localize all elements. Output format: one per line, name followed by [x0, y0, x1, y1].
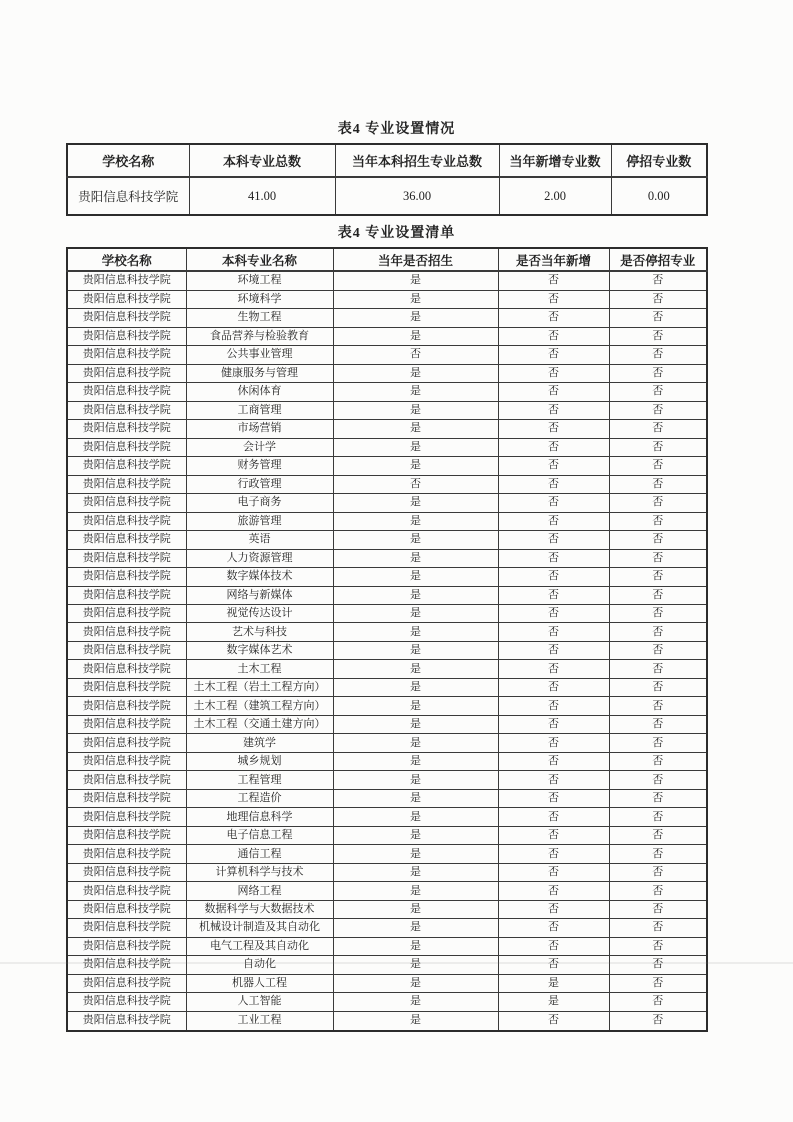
table-row — [67, 882, 707, 900]
table-cell: 否 — [609, 438, 707, 456]
table-cell: 贵阳信息科技学院 — [67, 605, 186, 623]
table-cell: 否 — [498, 290, 609, 308]
table-row — [67, 845, 707, 863]
table-cell: 否 — [609, 586, 707, 604]
table-row — [67, 327, 707, 345]
table-row — [67, 568, 707, 586]
table-cell: 是 — [333, 271, 498, 290]
table-row — [67, 475, 707, 493]
table-cell: 否 — [498, 623, 609, 641]
table-cell: 贵阳信息科技学院 — [67, 531, 186, 549]
table-cell: 否 — [609, 605, 707, 623]
table-row — [67, 808, 707, 826]
table-cell: 土木工程（建筑工程方向） — [186, 697, 333, 715]
table-cell: 是 — [333, 900, 498, 918]
table-row — [67, 531, 707, 549]
table-cell: 生物工程 — [186, 309, 333, 327]
table-cell: 工业工程 — [186, 1011, 333, 1031]
table-cell: 贵阳信息科技学院 — [67, 752, 186, 770]
table-cell: 城乡规划 — [186, 752, 333, 770]
table-cell: 人力资源管理 — [186, 549, 333, 567]
table-cell: 否 — [498, 475, 609, 493]
table-cell: 贵阳信息科技学院 — [67, 346, 186, 364]
table-row — [67, 919, 707, 937]
table-cell: 否 — [609, 475, 707, 493]
table-cell: 否 — [498, 364, 609, 382]
table-cell: 贵阳信息科技学院 — [67, 789, 186, 807]
summary-table-title: 表4 专业设置情况 — [337, 122, 456, 137]
table-cell: 休闲体育 — [186, 383, 333, 401]
table-cell: 财务管理 — [186, 457, 333, 475]
table-cell: 计算机科学与技术 — [186, 863, 333, 881]
table-cell: 否 — [498, 919, 609, 937]
table-cell: 否 — [609, 623, 707, 641]
table-cell: 否 — [498, 605, 609, 623]
table-cell: 否 — [498, 420, 609, 438]
table-cell: 否 — [498, 438, 609, 456]
scan-artifact-line — [0, 962, 793, 964]
table-cell: 会计学 — [186, 438, 333, 456]
table-cell: 否 — [609, 993, 707, 1011]
table-cell: 贵阳信息科技学院 — [67, 974, 186, 992]
table-cell: 否 — [609, 383, 707, 401]
table-row — [67, 660, 707, 678]
table-cell: 贵阳信息科技学院 — [67, 771, 186, 789]
table-cell: 否 — [498, 826, 609, 844]
table-cell: 是 — [333, 789, 498, 807]
header-row — [67, 248, 707, 271]
table-cell: 是 — [333, 457, 498, 475]
table-cell: 否 — [498, 771, 609, 789]
table-cell: 建筑学 — [186, 734, 333, 752]
table-row — [67, 752, 707, 770]
table-cell: 否 — [609, 327, 707, 345]
table-cell: 否 — [609, 549, 707, 567]
table-cell: 机械设计制造及其自动化 — [186, 919, 333, 937]
table-cell: 是 — [333, 383, 498, 401]
table-cell: 否 — [498, 1011, 609, 1031]
table-cell: 地理信息科学 — [186, 808, 333, 826]
table-cell: 土木工程 — [186, 660, 333, 678]
table-cell: 是 — [333, 549, 498, 567]
table-cell: 否 — [498, 937, 609, 955]
table-cell: 否 — [498, 715, 609, 733]
table-cell: 是 — [333, 956, 498, 974]
table-cell: 否 — [333, 346, 498, 364]
table-row — [67, 715, 707, 733]
table-cell: 贵阳信息科技学院 — [67, 549, 186, 567]
table-cell: 否 — [498, 549, 609, 567]
table-cell: 否 — [609, 845, 707, 863]
table-cell: 贵阳信息科技学院 — [67, 438, 186, 456]
table-cell: 是 — [333, 290, 498, 308]
table-cell: 否 — [498, 900, 609, 918]
table-cell: 否 — [609, 660, 707, 678]
table-cell: 贵阳信息科技学院 — [67, 457, 186, 475]
table-cell: 公共事业管理 — [186, 346, 333, 364]
table-cell: 是 — [333, 401, 498, 419]
table-row — [67, 789, 707, 807]
column-header: 本科专业名称 — [186, 248, 333, 271]
table-row — [67, 512, 707, 530]
table-cell: 贵阳信息科技学院 — [67, 512, 186, 530]
table-cell: 工程造价 — [186, 789, 333, 807]
table-cell: 行政管理 — [186, 475, 333, 493]
table-row — [67, 1011, 707, 1031]
table-cell: 旅游管理 — [186, 512, 333, 530]
table-cell: 市场营销 — [186, 420, 333, 438]
table-cell: 否 — [609, 937, 707, 955]
table-cell: 健康服务与管理 — [186, 364, 333, 382]
table-cell: 贵阳信息科技学院 — [67, 863, 186, 881]
table-row — [67, 346, 707, 364]
table-cell: 否 — [609, 401, 707, 419]
table-cell: 贵阳信息科技学院 — [67, 808, 186, 826]
table-cell: 否 — [609, 882, 707, 900]
table-cell: 否 — [498, 346, 609, 364]
table-cell: 贵阳信息科技学院 — [67, 882, 186, 900]
table-cell: 英语 — [186, 531, 333, 549]
table-row — [67, 309, 707, 327]
column-header: 本科专业总数 — [189, 144, 335, 177]
table-row — [67, 771, 707, 789]
table-row — [67, 438, 707, 456]
table-row — [67, 641, 707, 659]
table-cell: 是 — [333, 512, 498, 530]
table-cell: 艺术与科技 — [186, 623, 333, 641]
table-cell: 否 — [609, 974, 707, 992]
table-cell: 贵阳信息科技学院 — [67, 1011, 186, 1031]
table-cell: 否 — [609, 641, 707, 659]
table-cell: 否 — [609, 271, 707, 290]
table-row — [67, 290, 707, 308]
table-cell: 是 — [333, 715, 498, 733]
table-cell: 否 — [609, 808, 707, 826]
table-cell: 贵阳信息科技学院 — [67, 641, 186, 659]
table-cell: 网络工程 — [186, 882, 333, 900]
table-cell: 否 — [498, 457, 609, 475]
table-cell: 数字媒体技术 — [186, 568, 333, 586]
table-row — [67, 494, 707, 512]
table-cell: 是 — [333, 882, 498, 900]
table-cell: 否 — [609, 715, 707, 733]
column-header: 当年是否招生 — [333, 248, 498, 271]
table-cell: 否 — [609, 531, 707, 549]
table-row — [67, 605, 707, 623]
table-cell: 是 — [333, 605, 498, 623]
table-cell: 工程管理 — [186, 771, 333, 789]
table-cell: 否 — [498, 271, 609, 290]
table-cell: 否 — [609, 789, 707, 807]
table-cell: 否 — [609, 346, 707, 364]
table-cell: 贵阳信息科技学院 — [67, 660, 186, 678]
table-cell: 工商管理 — [186, 401, 333, 419]
table-cell: 否 — [609, 900, 707, 918]
table-cell: 电气工程及其自动化 — [186, 937, 333, 955]
table-cell: 土木工程（交通土建方向） — [186, 715, 333, 733]
table-cell: 否 — [609, 826, 707, 844]
table-row — [67, 993, 707, 1011]
table-cell: 否 — [498, 697, 609, 715]
table-row — [67, 401, 707, 419]
table-cell: 贵阳信息科技学院 — [67, 623, 186, 641]
table-row — [67, 623, 707, 641]
table-cell: 否 — [609, 457, 707, 475]
table-cell: 数字媒体艺术 — [186, 641, 333, 659]
table-cell: 是 — [333, 420, 498, 438]
table-cell: 贵阳信息科技学院 — [67, 420, 186, 438]
table-row — [67, 937, 707, 955]
table-cell: 贵阳信息科技学院 — [67, 494, 186, 512]
table-cell: 是 — [333, 734, 498, 752]
table-cell: 通信工程 — [186, 845, 333, 863]
table-cell: 是 — [333, 568, 498, 586]
table-cell: 是 — [498, 974, 609, 992]
table-cell: 是 — [333, 327, 498, 345]
table-cell: 贵阳信息科技学院 — [67, 956, 186, 974]
table-cell: 贵阳信息科技学院 — [67, 177, 189, 215]
table-cell: 是 — [333, 826, 498, 844]
table-cell: 电子商务 — [186, 494, 333, 512]
table-cell: 否 — [609, 494, 707, 512]
header-row — [67, 144, 707, 177]
majors-summary-table — [66, 143, 708, 216]
table-row — [67, 549, 707, 567]
table-cell: 否 — [498, 494, 609, 512]
table-cell: 否 — [498, 531, 609, 549]
list-table-title: 表4 专业设置清单 — [337, 226, 456, 241]
table-cell: 网络与新媒体 — [186, 586, 333, 604]
table-cell: 食品营养与检验教育 — [186, 327, 333, 345]
column-header: 是否停招专业 — [609, 248, 707, 271]
table-cell: 否 — [498, 401, 609, 419]
table-cell: 是 — [333, 771, 498, 789]
table-cell: 贵阳信息科技学院 — [67, 993, 186, 1011]
table-cell: 否 — [498, 309, 609, 327]
table-cell: 是 — [333, 1011, 498, 1031]
table-cell: 否 — [498, 808, 609, 826]
table-cell: 数据科学与大数据技术 — [186, 900, 333, 918]
table-cell: 否 — [498, 863, 609, 881]
table-cell: 是 — [498, 993, 609, 1011]
table-row — [67, 586, 707, 604]
table-row — [67, 956, 707, 974]
table-cell: 是 — [333, 660, 498, 678]
table-cell: 是 — [333, 697, 498, 715]
table-row — [67, 420, 707, 438]
table-cell: 否 — [498, 734, 609, 752]
table-cell: 0.00 — [611, 177, 707, 215]
column-header: 学校名称 — [67, 144, 189, 177]
table-cell: 是 — [333, 494, 498, 512]
table-cell: 是 — [333, 364, 498, 382]
table-cell: 否 — [609, 919, 707, 937]
table-cell: 电子信息工程 — [186, 826, 333, 844]
table-cell: 否 — [609, 697, 707, 715]
column-header: 是否当年新增 — [498, 248, 609, 271]
table-cell: 否 — [498, 845, 609, 863]
table-cell: 贵阳信息科技学院 — [67, 678, 186, 696]
table-cell: 是 — [333, 937, 498, 955]
table-cell: 否 — [498, 752, 609, 770]
table-cell: 贵阳信息科技学院 — [67, 826, 186, 844]
table-cell: 是 — [333, 974, 498, 992]
table-cell: 否 — [498, 789, 609, 807]
table-cell: 否 — [609, 568, 707, 586]
table-row — [67, 271, 707, 290]
table-cell: 否 — [498, 327, 609, 345]
table-cell: 否 — [498, 882, 609, 900]
table-cell: 贵阳信息科技学院 — [67, 734, 186, 752]
table-cell: 否 — [498, 660, 609, 678]
table-cell: 是 — [333, 863, 498, 881]
table-cell: 环境工程 — [186, 271, 333, 290]
table-cell: 贵阳信息科技学院 — [67, 937, 186, 955]
table-cell: 贵阳信息科技学院 — [67, 364, 186, 382]
column-header: 当年本科招生专业总数 — [335, 144, 499, 177]
table-row — [67, 383, 707, 401]
table-row — [67, 678, 707, 696]
table-cell: 是 — [333, 438, 498, 456]
table-cell: 贵阳信息科技学院 — [67, 568, 186, 586]
table-cell: 否 — [609, 420, 707, 438]
table-cell: 41.00 — [189, 177, 335, 215]
table-cell: 贵阳信息科技学院 — [67, 697, 186, 715]
table-cell: 贵阳信息科技学院 — [67, 271, 186, 290]
table-cell: 否 — [609, 678, 707, 696]
table-cell: 贵阳信息科技学院 — [67, 383, 186, 401]
table-cell: 环境科学 — [186, 290, 333, 308]
table-cell: 36.00 — [335, 177, 499, 215]
column-header: 学校名称 — [67, 248, 186, 271]
table-cell: 否 — [609, 364, 707, 382]
table-cell: 人工智能 — [186, 993, 333, 1011]
table-cell: 否 — [609, 512, 707, 530]
table-cell: 贵阳信息科技学院 — [67, 327, 186, 345]
column-header: 当年新增专业数 — [499, 144, 611, 177]
table-cell: 贵阳信息科技学院 — [67, 715, 186, 733]
table-cell: 否 — [498, 512, 609, 530]
table-row — [67, 177, 707, 215]
table-cell: 否 — [498, 568, 609, 586]
table-cell: 视觉传达设计 — [186, 605, 333, 623]
table-cell: 否 — [609, 1011, 707, 1031]
table-cell: 是 — [333, 919, 498, 937]
table-row — [67, 974, 707, 992]
table-cell: 否 — [609, 863, 707, 881]
table-cell: 否 — [498, 641, 609, 659]
table-cell: 是 — [333, 623, 498, 641]
table-cell: 否 — [333, 475, 498, 493]
table-cell: 是 — [333, 641, 498, 659]
table-cell: 是 — [333, 586, 498, 604]
table-cell: 否 — [609, 771, 707, 789]
table-row — [67, 364, 707, 382]
table-cell: 否 — [498, 678, 609, 696]
table-cell: 否 — [498, 586, 609, 604]
table-cell: 土木工程（岩土工程方向） — [186, 678, 333, 696]
table-cell: 贵阳信息科技学院 — [67, 845, 186, 863]
table-row — [67, 457, 707, 475]
table-cell: 否 — [609, 290, 707, 308]
table-row — [67, 734, 707, 752]
table-cell: 是 — [333, 531, 498, 549]
table-row — [67, 900, 707, 918]
table-row — [67, 863, 707, 881]
table-cell: 是 — [333, 845, 498, 863]
table-cell: 是 — [333, 752, 498, 770]
table-cell: 否 — [609, 956, 707, 974]
table-cell: 是 — [333, 678, 498, 696]
column-header: 停招专业数 — [611, 144, 707, 177]
table-cell: 否 — [498, 383, 609, 401]
table-cell: 贵阳信息科技学院 — [67, 309, 186, 327]
table-row — [67, 697, 707, 715]
table-cell: 自动化 — [186, 956, 333, 974]
table-cell: 贵阳信息科技学院 — [67, 900, 186, 918]
table-row — [67, 826, 707, 844]
table-cell: 2.00 — [499, 177, 611, 215]
table-cell: 机器人工程 — [186, 974, 333, 992]
table-cell: 否 — [498, 956, 609, 974]
table-cell: 贵阳信息科技学院 — [67, 586, 186, 604]
table-cell: 贵阳信息科技学院 — [67, 290, 186, 308]
table-cell: 贵阳信息科技学院 — [67, 475, 186, 493]
table-cell: 是 — [333, 309, 498, 327]
table-cell: 否 — [609, 752, 707, 770]
table-cell: 是 — [333, 808, 498, 826]
table-cell: 贵阳信息科技学院 — [67, 919, 186, 937]
table-cell: 否 — [609, 734, 707, 752]
table-cell: 是 — [333, 993, 498, 1011]
table-cell: 贵阳信息科技学院 — [67, 401, 186, 419]
table-cell: 否 — [609, 309, 707, 327]
majors-list-table — [66, 247, 708, 1032]
